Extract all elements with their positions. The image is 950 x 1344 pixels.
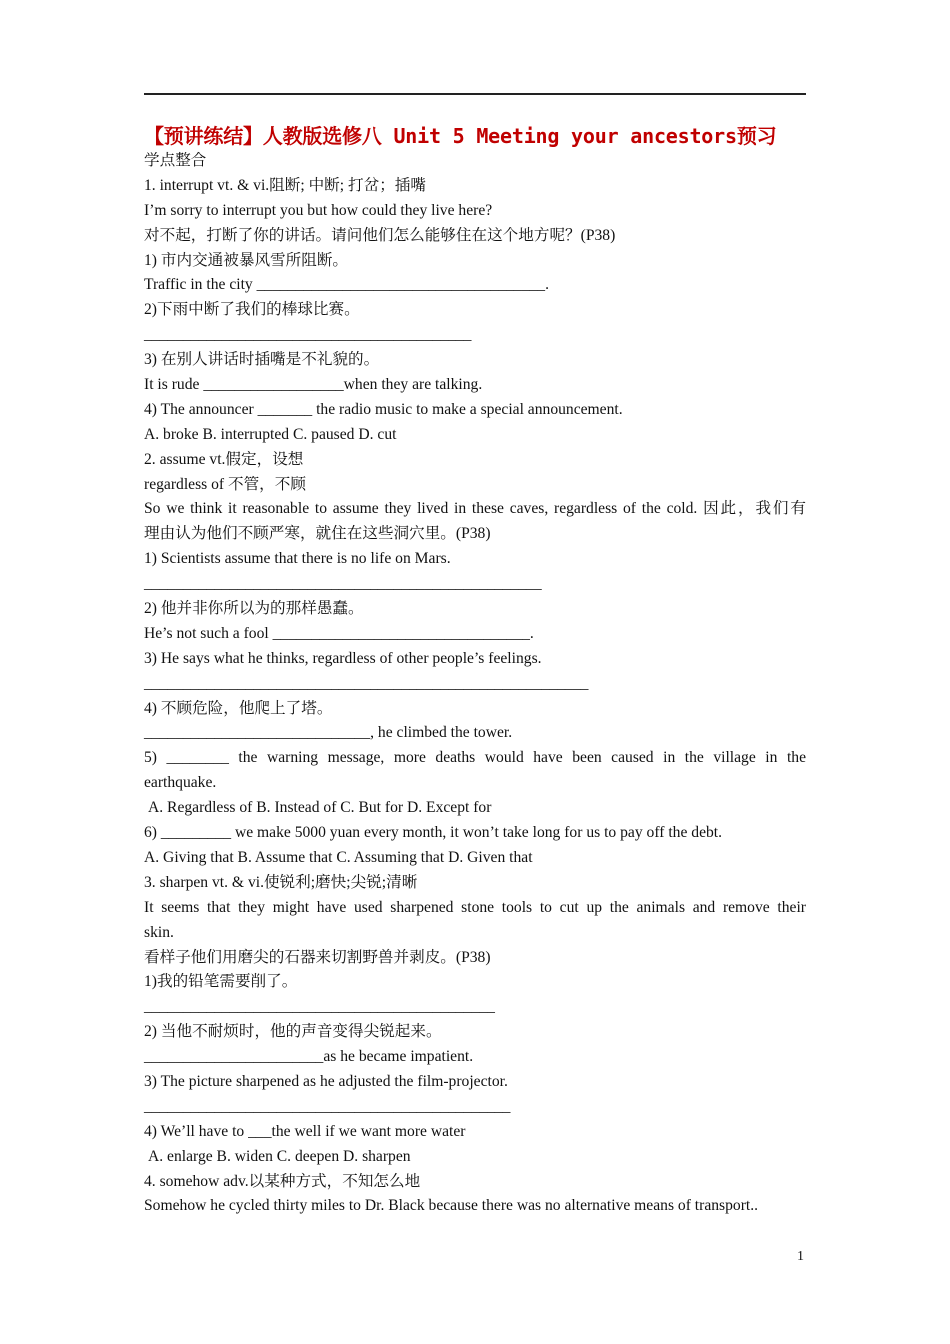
answer-line: __________________________________________ bbox=[144, 326, 472, 344]
section-heading: 学点整合 bbox=[144, 152, 207, 169]
example-sentence: So we think it reasonable to assume they lived in these caves, regardless of the cold. 因此，我们有 bbox=[144, 500, 806, 518]
exercise-prompt: 1) 市内交通被暴风雪所阻断。 bbox=[144, 251, 349, 269]
answer-line: _________________________________________________________ bbox=[144, 674, 589, 692]
multiple-choice-question: 4) We’ll have to ___the well if we want more water bbox=[144, 1122, 466, 1140]
multiple-choice-options: A. broke B. interrupted C. paused D. cut bbox=[144, 425, 397, 443]
multiple-choice-question: 4) The announcer _______ the radio music to make a special announcement. bbox=[144, 400, 623, 418]
vocab-heading: 1. interrupt vt. & vi.阻断; 中断; 打岔；插嘴 bbox=[144, 176, 426, 194]
document-title: 【预讲练结】人教版选修八 Unit 5 Meeting your ancestors预习 bbox=[144, 124, 777, 148]
exercise-prompt: 1) Scientists assume that there is no life on Mars. bbox=[144, 550, 451, 568]
translation: 看样子他们用磨尖的石器来切割野兽并剥皮。(P38) bbox=[144, 948, 491, 966]
example-sentence: I’m sorry to interrupt you but how could they live here? bbox=[144, 201, 493, 219]
header-rule bbox=[144, 93, 806, 95]
example-sentence: Somehow he cycled thirty miles to Dr. Black because there was no alternative means of transport.. bbox=[144, 1197, 759, 1215]
vocab-heading: 4. somehow adv.以某种方式，不知怎么地 bbox=[144, 1172, 421, 1190]
example-sentence: skin. bbox=[144, 923, 174, 941]
exercise-prompt: 2) 他并非你所以为的那样愚蠢。 bbox=[144, 600, 364, 618]
multiple-choice-question: 5) ________ the warning message, more deaths would have been caused in the village in the bbox=[144, 749, 806, 767]
exercise-prompt: 3) He says what he thinks, regardless of other people’s feelings. bbox=[144, 649, 542, 667]
exercise-blank: It is rude __________________when they are talking. bbox=[144, 376, 483, 394]
example-sentence: It seems that they might have used sharpened stone tools to cut up the animals and remove their bbox=[144, 898, 806, 916]
multiple-choice-question: earthquake. bbox=[144, 774, 217, 792]
vocab-heading: 3. sharpen vt. & vi.使锐利;磨快;尖锐;清晰 bbox=[144, 873, 418, 891]
exercise-prompt: 3) 在别人讲话时插嘴是不礼貌的。 bbox=[144, 351, 380, 369]
exercise-blank: He’s not such a fool _________________________________. bbox=[144, 624, 534, 642]
translation: 对不起，打断了你的讲话。请问他们怎么能够住在这个地方呢？(P38) bbox=[144, 226, 616, 244]
answer-line: ___________________________________________________ bbox=[144, 575, 542, 593]
exercise-prompt: 1)我的铅笔需要削了。 bbox=[144, 973, 298, 991]
page-number: 1 bbox=[797, 1249, 804, 1264]
exercise-prompt: 3) The picture sharpened as he adjusted the film-projector. bbox=[144, 1072, 508, 1090]
vocab-heading: regardless of 不管，不顾 bbox=[144, 475, 306, 493]
vocab-heading: 2. assume vt.假定，设想 bbox=[144, 450, 304, 468]
exercise-blank: _______________________as he became impatient. bbox=[144, 1048, 474, 1066]
exercise-prompt: 2) 当他不耐烦时，他的声音变得尖锐起来。 bbox=[144, 1023, 442, 1041]
document-body bbox=[144, 149, 806, 1219]
multiple-choice-question: 6) _________ we make 5000 yuan every month, it won’t take long for us to pay off the debt. bbox=[144, 824, 723, 842]
exercise-prompt: 2)下雨中断了我们的棒球比赛。 bbox=[144, 301, 360, 319]
multiple-choice-options: A. Regardless of B. Instead of C. But for D. Except for bbox=[148, 799, 492, 817]
exercise-prompt: 4) 不顾危险，他爬上了塔。 bbox=[144, 699, 333, 717]
multiple-choice-options: A. Giving that B. Assume that C. Assuming that D. Given that bbox=[144, 848, 533, 866]
answer-line: _______________________________________________ bbox=[144, 1097, 511, 1115]
exercise-blank: _____________________________, he climbed the tower. bbox=[144, 724, 513, 742]
exercise-blank: Traffic in the city _____________________________________. bbox=[144, 276, 549, 294]
multiple-choice-options: A. enlarge B. widen C. deepen D. sharpen bbox=[148, 1147, 411, 1165]
translation: 理由认为他们不顾严寒，就住在这些洞穴里。(P38) bbox=[144, 525, 491, 543]
answer-line: _____________________________________________ bbox=[144, 998, 495, 1016]
